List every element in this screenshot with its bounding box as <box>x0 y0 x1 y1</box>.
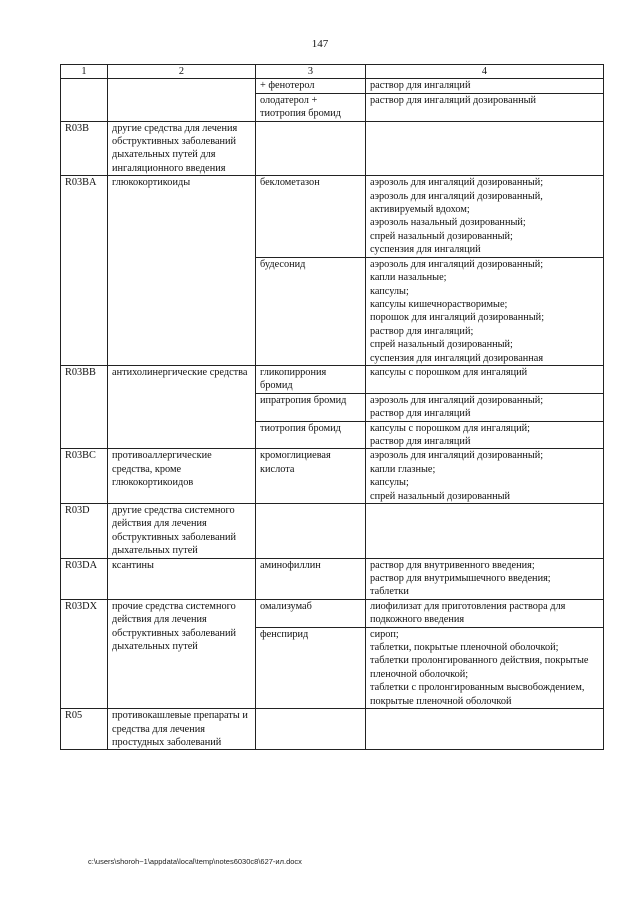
code-cell: R03DX <box>61 599 108 708</box>
table-row <box>61 558 604 599</box>
table-row <box>61 709 604 750</box>
form-line: аэрозоль для ингаляций дозированный; <box>370 450 544 462</box>
group-cell: противоаллергические средства, кроме глюкокортикоидов <box>108 449 256 504</box>
forms-cell <box>366 393 604 421</box>
form-line: спрей назальный дозированный; <box>370 230 513 242</box>
form-line: таблетки, покрытые пленочной оболочкой; <box>370 642 559 654</box>
header-col-4: 4 <box>366 65 604 79</box>
code-cell: R03D <box>61 504 108 559</box>
table-row <box>61 79 604 93</box>
group-cell: другие средства системного действия для лечения обструктивных заболеваний дыхательных путей <box>108 504 256 559</box>
form-line: спрей назальный дозированный <box>370 490 511 502</box>
forms-cell <box>366 176 604 257</box>
form-line: раствор для ингаляций <box>370 435 471 447</box>
table-row <box>61 599 604 627</box>
form-line: раствор для ингаляций; <box>370 325 474 337</box>
form-line: раствор для ингаляций <box>370 80 471 92</box>
forms-cell <box>366 599 604 627</box>
substance-cell: ипратропия бромид <box>256 393 366 421</box>
page-number: 147 <box>311 38 329 50</box>
form-line: аэрозоль для ингаляций дозированный; <box>370 394 544 406</box>
header-col-3: 3 <box>256 65 366 79</box>
substance-cell: будесонид <box>256 257 366 365</box>
code-cell <box>61 79 108 121</box>
forms-cell <box>366 709 604 750</box>
code-cell: R03BA <box>61 176 108 366</box>
forms-cell <box>366 121 604 176</box>
form-line: аэрозоль для ингаляций дозированный; <box>370 258 544 270</box>
form-line: капсулы; <box>370 477 409 489</box>
form-line: капсулы с порошком для ингаляций <box>370 366 528 378</box>
form-line: таблетки с пролонгированным высвобождением, покрытые пленочной оболочкой <box>370 682 585 707</box>
table-row <box>61 365 604 393</box>
group-cell: ксантины <box>108 558 256 599</box>
code-cell: R03BB <box>61 365 108 448</box>
form-line: спрей назальный дозированный; <box>370 339 513 351</box>
forms-cell <box>366 504 604 559</box>
form-line: таблетки пролонгированного действия, покрытые пленочной оболочкой; <box>370 655 589 680</box>
code-cell: R05 <box>61 709 108 750</box>
group-cell: другие средства для лечения обструктивных заболеваний дыхательных путей для ингаляционного введения <box>108 121 256 176</box>
forms-cell <box>366 449 604 504</box>
form-line: капсулы; <box>370 285 409 297</box>
substance-cell: олодатерол + тиотропия бромид <box>256 93 366 121</box>
form-line: капли назальные; <box>370 272 447 284</box>
form-line: аэрозоль назальный дозированный; <box>370 217 526 229</box>
substance-cell: кромоглициевая кислота <box>256 449 366 504</box>
substance-cell: беклометазон <box>256 176 366 257</box>
form-line: порошок для ингаляций дозированный; <box>370 312 545 324</box>
header-col-1: 1 <box>61 65 108 79</box>
substance-cell: омализумаб <box>256 599 366 627</box>
group-cell: противокашлевые препараты и средства для лечения простудных заболеваний <box>108 709 256 750</box>
code-cell: R03BC <box>61 449 108 504</box>
forms-cell <box>366 79 604 93</box>
substance-cell: + фенотерол <box>256 79 366 93</box>
form-line: аэрозоль для ингаляций дозированный, активируемый вдохом; <box>370 190 543 216</box>
group-cell: антихолинергические средства <box>108 365 256 448</box>
form-line: лиофилизат для приготовления раствора для подкожного введения <box>370 600 566 626</box>
group-cell <box>108 79 256 121</box>
form-line: суспензия для ингаляций дозированная <box>370 352 544 364</box>
substance-cell <box>256 709 366 750</box>
forms-cell <box>366 257 604 365</box>
forms-cell <box>366 93 604 121</box>
form-line: капли глазные; <box>370 463 436 475</box>
table-row <box>61 504 604 559</box>
form-line: таблетки <box>370 586 409 598</box>
substance-cell: фенспирид <box>256 627 366 708</box>
form-line: раствор для внутримышечного введения; <box>370 573 551 585</box>
forms-cell <box>366 627 604 708</box>
substance-cell: аминофиллин <box>256 558 366 599</box>
form-line: аэрозоль для ингаляций дозированный; <box>370 177 544 189</box>
substance-cell: тиотропия бромид <box>256 421 366 449</box>
table-row <box>61 449 604 504</box>
table-row <box>61 176 604 257</box>
form-line: суспензия для ингаляций <box>370 244 481 256</box>
footer-file-path: c:\users\shoroh~1\appdata\local\temp\notes6030c8\627-ил.docx <box>88 857 302 866</box>
header-row <box>61 65 604 79</box>
form-line: сироп; <box>370 628 399 640</box>
form-line: капсулы с порошком для ингаляций; <box>370 422 530 434</box>
substance-cell <box>256 504 366 559</box>
forms-cell <box>366 421 604 449</box>
code-cell: R03DA <box>61 558 108 599</box>
group-cell: прочие средства системного действия для лечения обструктивных заболеваний дыхательных путей <box>108 599 256 708</box>
group-cell: глюкокортикоиды <box>108 176 256 366</box>
table-row <box>61 121 604 176</box>
forms-cell <box>366 365 604 393</box>
forms-cell <box>366 558 604 599</box>
substance-cell: гликопиррония бромид <box>256 365 366 393</box>
code-cell: R03B <box>61 121 108 176</box>
substance-cell <box>256 121 366 176</box>
drug-table <box>60 64 604 750</box>
form-line: раствор для ингаляций дозированный <box>370 94 537 106</box>
form-line: раствор для внутривенного введения; <box>370 559 535 571</box>
form-line: раствор для ингаляций <box>370 408 471 420</box>
form-line: капсулы кишечнорастворимые; <box>370 298 508 310</box>
header-col-2: 2 <box>108 65 256 79</box>
